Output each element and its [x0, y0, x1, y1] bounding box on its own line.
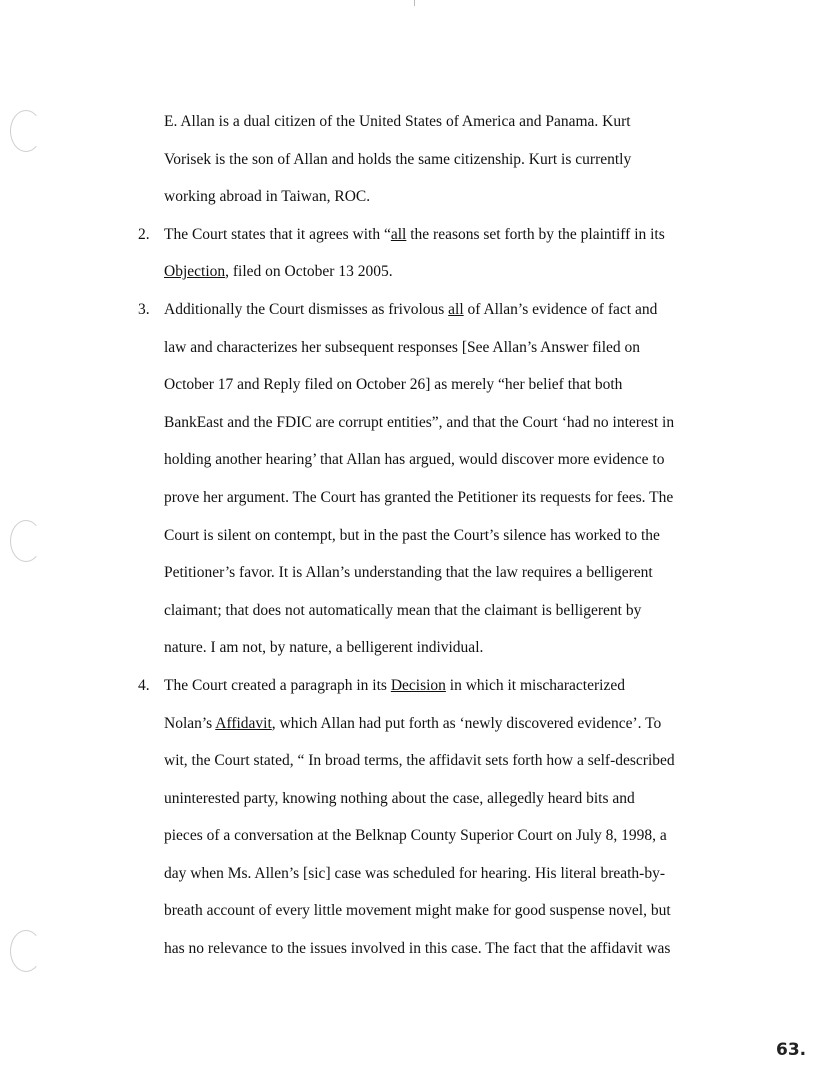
underlined-term: Affidavit: [215, 714, 272, 732]
text-run: , which Allan had put forth as ‘newly discovered evidence’. To: [271, 714, 662, 732]
text-run: breath account of every little movement might make for good suspense novel, but: [164, 902, 671, 920]
text-run: nature. I am not, by nature, a belligerent individual.: [164, 639, 484, 657]
list-item-line: [164, 855, 724, 893]
text-run: of Allan’s evidence of fact and: [463, 300, 658, 318]
list-item-line: [164, 817, 724, 855]
body-text: [138, 103, 724, 968]
punch-hole-middle: [10, 520, 42, 562]
list-item-number: 3.: [138, 300, 150, 318]
text-run: prove her argument. The Court has granted the Petitioner its requests for fees. The: [164, 488, 674, 506]
text-run: Nolan’s: [164, 714, 216, 732]
list-item-line: [164, 892, 724, 930]
list-item-line: [164, 253, 724, 291]
list-item-line: [164, 705, 724, 743]
list-item-line: [164, 517, 724, 555]
list-item-line: [164, 441, 724, 479]
underlined-term: all: [448, 300, 464, 318]
text-run: claimant; that does not automatically mean that the claimant is belligerent by: [164, 601, 642, 619]
list-item-line: [164, 479, 724, 517]
numbered-list: [138, 216, 724, 968]
text-run: October 17 and Reply filed on October 26] as merely “her belief that both: [164, 376, 623, 394]
text-run: The Court states that it agrees with “: [164, 225, 391, 243]
text-run: Petitioner’s favor. It is Allan’s understanding that the law requires a belligerent: [164, 564, 653, 582]
text-run: BankEast and the FDIC are corrupt entities”, and that the Court ‘had no interest in: [164, 413, 675, 431]
text-run: has no relevance to the issues involved in this case. The fact that the affidavit was: [164, 940, 671, 958]
list-item-line: [164, 629, 724, 667]
list-item-line: [164, 216, 724, 254]
intro-line: working abroad in Taiwan, ROC.: [164, 188, 371, 206]
intro-line: E. Allan is a dual citizen of the United States of America and Panama. Kurt: [164, 113, 631, 130]
underlined-term: Decision: [390, 676, 446, 694]
text-run: day when Ms. Allen’s [sic] case was scheduled for hearing. His literal breath-by-: [164, 864, 666, 882]
list-item-line: [164, 554, 724, 592]
text-run: the reasons set forth by the plaintiff in its: [406, 225, 665, 243]
list-item-line: [164, 930, 724, 968]
list-item-line: [164, 329, 724, 367]
text-run: holding another hearing’ that Allan has argued, would discover more evidence to: [164, 451, 665, 469]
text-run: , filed on October 13 2005.: [225, 263, 393, 281]
punch-hole-bottom: [10, 930, 42, 972]
list-item-line: [164, 592, 724, 630]
list-item-number: 4.: [138, 676, 150, 694]
list-item-line: [164, 366, 724, 404]
text-run: in which it mischaracterized: [445, 676, 625, 694]
text-run: pieces of a conversation at the Belknap County Superior Court on July 8, 1998, a: [164, 827, 667, 845]
scan-speck: [414, 0, 415, 6]
text-run: law and characterizes her subsequent responses [See Allan’s Answer filed on: [164, 338, 641, 356]
list-item-line: [164, 742, 724, 780]
intro-line: Vorisek is the son of Allan and holds the same citizenship. Kurt is currently: [164, 150, 632, 168]
punch-hole-top: [10, 110, 42, 152]
underlined-term: all: [390, 225, 407, 243]
text-run: uninterested party, knowing nothing about the case, allegedly heard bits and: [164, 789, 635, 807]
list-item-line: [164, 667, 724, 705]
list-item: [138, 216, 724, 291]
underlined-term: Objection: [164, 263, 226, 281]
text-run: Court is silent on contempt, but in the past the Court’s silence has worked to the: [164, 526, 660, 544]
list-item-line: [164, 291, 724, 329]
page-number-handwritten: 63.: [776, 1040, 807, 1060]
text-run: wit, the Court stated, “ In broad terms, the affidavit sets forth how a self-described: [164, 752, 675, 770]
list-item-number: 2.: [138, 225, 150, 243]
text-run: Additionally the Court dismisses as frivolous: [164, 300, 449, 318]
list-item: [138, 291, 724, 667]
list-item-line: [164, 780, 724, 818]
list-item-line: [164, 404, 724, 442]
list-item: [138, 667, 724, 968]
text-run: The Court created a paragraph in its: [164, 676, 391, 694]
